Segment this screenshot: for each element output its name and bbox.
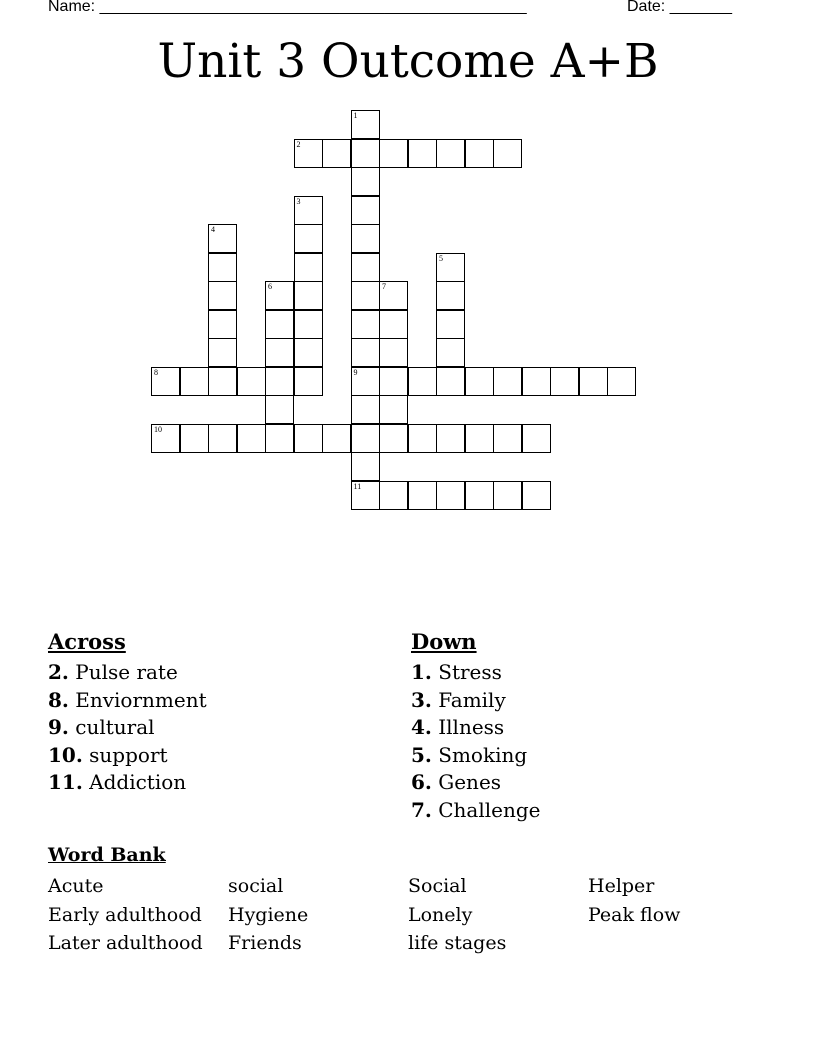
word-bank-heading: Word Bank	[48, 844, 166, 866]
crossword-cell[interactable]	[351, 481, 380, 510]
word-bank-word: social	[228, 875, 284, 897]
clue-number-label: 11	[353, 481, 362, 491]
crossword-cell[interactable]	[379, 338, 408, 367]
crossword-cell[interactable]	[351, 253, 380, 282]
crossword-cell[interactable]	[322, 424, 351, 453]
word-bank-column	[588, 872, 680, 929]
crossword-cell[interactable]	[408, 139, 437, 168]
crossword-cell[interactable]	[408, 367, 437, 396]
clue-number: 11.	[48, 770, 83, 795]
crossword-cell[interactable]	[237, 367, 266, 396]
clue-number-label: 8	[154, 367, 158, 377]
word-bank-word: Later adulthood	[48, 932, 203, 954]
crossword-cell[interactable]	[351, 452, 380, 481]
crossword-cell[interactable]	[294, 367, 323, 396]
crossword-cell[interactable]	[607, 367, 636, 396]
clue-number-label: 6	[268, 282, 272, 291]
crossword-cell[interactable]	[379, 310, 408, 339]
crossword-cell[interactable]	[408, 424, 437, 453]
crossword-cell[interactable]	[294, 310, 323, 339]
clue-text: Pulse rate	[68, 660, 178, 684]
crossword-cell[interactable]	[265, 395, 294, 424]
clue-text: Enviornment	[68, 687, 207, 712]
across-heading: Across	[48, 629, 126, 654]
clue-number-label: 4	[211, 225, 215, 234]
crossword-cell[interactable]	[151, 367, 180, 396]
crossword-cell[interactable]	[408, 481, 437, 510]
crossword-cell[interactable]	[265, 338, 294, 367]
crossword-cell[interactable]	[208, 224, 237, 253]
crossword-cell[interactable]	[265, 367, 294, 396]
word-bank-column	[228, 872, 308, 958]
crossword-cell[interactable]	[265, 310, 294, 339]
crossword-cell[interactable]	[265, 424, 294, 453]
crossword-cell[interactable]	[493, 367, 522, 396]
crossword-cell[interactable]	[436, 424, 465, 453]
clue-text: Stress	[431, 660, 502, 684]
across-clue	[48, 742, 207, 770]
crossword-cell[interactable]	[379, 481, 408, 510]
down-clue	[411, 659, 541, 687]
date-field-label: Date: _______	[627, 0, 732, 15]
crossword-cell[interactable]	[351, 167, 380, 196]
name-field-label: Name: ________________________________________________	[48, 0, 527, 15]
crossword-cell[interactable]	[208, 338, 237, 367]
clue-text: Smoking	[431, 742, 528, 767]
crossword-cell[interactable]	[294, 424, 323, 453]
word-bank-word: Lonely	[408, 903, 473, 926]
across-clue	[48, 687, 207, 715]
crossword-cell[interactable]	[180, 367, 209, 396]
crossword-cell[interactable]	[493, 139, 522, 168]
crossword-cell[interactable]	[208, 310, 237, 339]
word-bank-word: Hygiene	[228, 903, 309, 926]
word-bank-word: life stages	[408, 932, 507, 954]
crossword-cell[interactable]	[379, 281, 408, 310]
crossword-cell[interactable]	[436, 367, 465, 396]
across-clue	[48, 659, 207, 687]
crossword-cell[interactable]	[351, 367, 380, 396]
across-clue	[48, 714, 207, 742]
crossword-cell[interactable]	[465, 367, 494, 396]
crossword-cell[interactable]	[379, 395, 408, 424]
clue-number-label: 9	[353, 367, 358, 377]
across-clue	[48, 769, 207, 797]
crossword-cell[interactable]	[379, 424, 408, 453]
crossword-cell[interactable]	[294, 196, 323, 225]
crossword-cell[interactable]	[579, 367, 608, 396]
clue-text: Challenge	[431, 797, 541, 822]
word-bank-column	[408, 872, 506, 958]
crossword-cell[interactable]	[379, 367, 408, 396]
down-clue	[411, 769, 541, 797]
clue-number: 1.	[411, 660, 432, 684]
crossword-cell[interactable]	[351, 224, 380, 253]
word-bank-word: Early adulthood	[48, 903, 202, 926]
crossword-cell[interactable]	[436, 253, 465, 282]
down-clue	[411, 742, 541, 770]
crossword-cell[interactable]	[436, 338, 465, 367]
crossword-cell[interactable]	[436, 310, 465, 339]
crossword-cell[interactable]	[436, 281, 465, 310]
word-bank-word: Friends	[228, 932, 302, 954]
crossword-cell[interactable]	[436, 139, 465, 168]
clue-number: 7.	[411, 797, 432, 822]
crossword-cell[interactable]	[351, 139, 380, 168]
crossword-cell[interactable]	[522, 424, 551, 453]
clue-text: Family	[431, 687, 506, 712]
clue-text: Illness	[431, 715, 505, 740]
clue-number: 2.	[48, 660, 69, 684]
crossword-cell[interactable]	[180, 424, 209, 453]
clue-number-label: 5	[439, 253, 443, 263]
crossword-cell[interactable]	[351, 395, 380, 424]
clue-text: Addiction	[82, 770, 187, 795]
crossword-cell[interactable]	[522, 367, 551, 396]
crossword-cell[interactable]	[351, 281, 380, 310]
word-bank-word: Acute	[48, 875, 104, 897]
word-bank-word: Helper	[588, 875, 655, 897]
crossword-cell[interactable]	[208, 424, 237, 453]
crossword-cell[interactable]	[493, 424, 522, 453]
crossword-cell[interactable]	[351, 424, 380, 453]
clue-number: 9.	[48, 715, 69, 740]
crossword-cell[interactable]	[351, 110, 380, 139]
clue-number: 6.	[411, 770, 432, 795]
word-bank-column	[48, 872, 203, 958]
clue-number-label: 1	[353, 111, 358, 120]
crossword-cell[interactable]	[265, 281, 294, 310]
crossword-cell[interactable]	[208, 367, 237, 396]
clue-text: cultural	[68, 715, 155, 740]
down-heading: Down	[411, 629, 477, 654]
across-clue-list	[48, 659, 207, 797]
crossword-cell[interactable]	[294, 139, 323, 168]
crossword-cell[interactable]	[465, 424, 494, 453]
word-bank-word: Social	[408, 875, 467, 897]
crossword-cell[interactable]	[208, 253, 237, 282]
crossword-cell[interactable]	[522, 481, 551, 510]
clue-number: 5.	[411, 742, 432, 767]
page-title: Unit 3 Outcome A+B	[157, 34, 659, 89]
down-clue	[411, 797, 541, 825]
word-bank-word: Peak flow	[588, 903, 681, 926]
clue-number-label: 7	[382, 282, 386, 291]
crossword-cell[interactable]	[237, 424, 266, 453]
crossword-cell[interactable]	[351, 310, 380, 339]
clue-number: 4.	[411, 715, 432, 740]
clue-number-label: 2	[296, 139, 301, 149]
down-clue	[411, 714, 541, 742]
crossword-cell[interactable]	[294, 281, 323, 310]
crossword-cell[interactable]	[294, 253, 323, 282]
crossword-cell[interactable]	[151, 424, 180, 453]
clue-number-label: 10	[154, 424, 162, 434]
crossword-cell[interactable]	[465, 139, 494, 168]
crossword-cell[interactable]	[436, 481, 465, 510]
down-clue	[411, 687, 541, 715]
down-clue-list	[411, 659, 541, 825]
crossword-cell[interactable]	[493, 481, 522, 510]
clue-number-label: 3	[296, 196, 301, 206]
crossword-cell[interactable]	[351, 196, 380, 225]
clue-text: Genes	[431, 770, 502, 795]
clue-number: 8.	[48, 687, 69, 712]
clue-number: 3.	[411, 687, 432, 712]
clue-text: support	[82, 742, 168, 767]
crossword-cell[interactable]	[294, 224, 323, 253]
crossword-cell[interactable]	[294, 338, 323, 367]
clue-number: 10.	[48, 742, 83, 767]
crossword-cell[interactable]	[550, 367, 579, 396]
crossword-cell[interactable]	[351, 338, 380, 367]
crossword-cell[interactable]	[322, 139, 351, 168]
crossword-cell[interactable]	[465, 481, 494, 510]
crossword-cell[interactable]	[379, 139, 408, 168]
crossword-cell[interactable]	[208, 281, 237, 310]
